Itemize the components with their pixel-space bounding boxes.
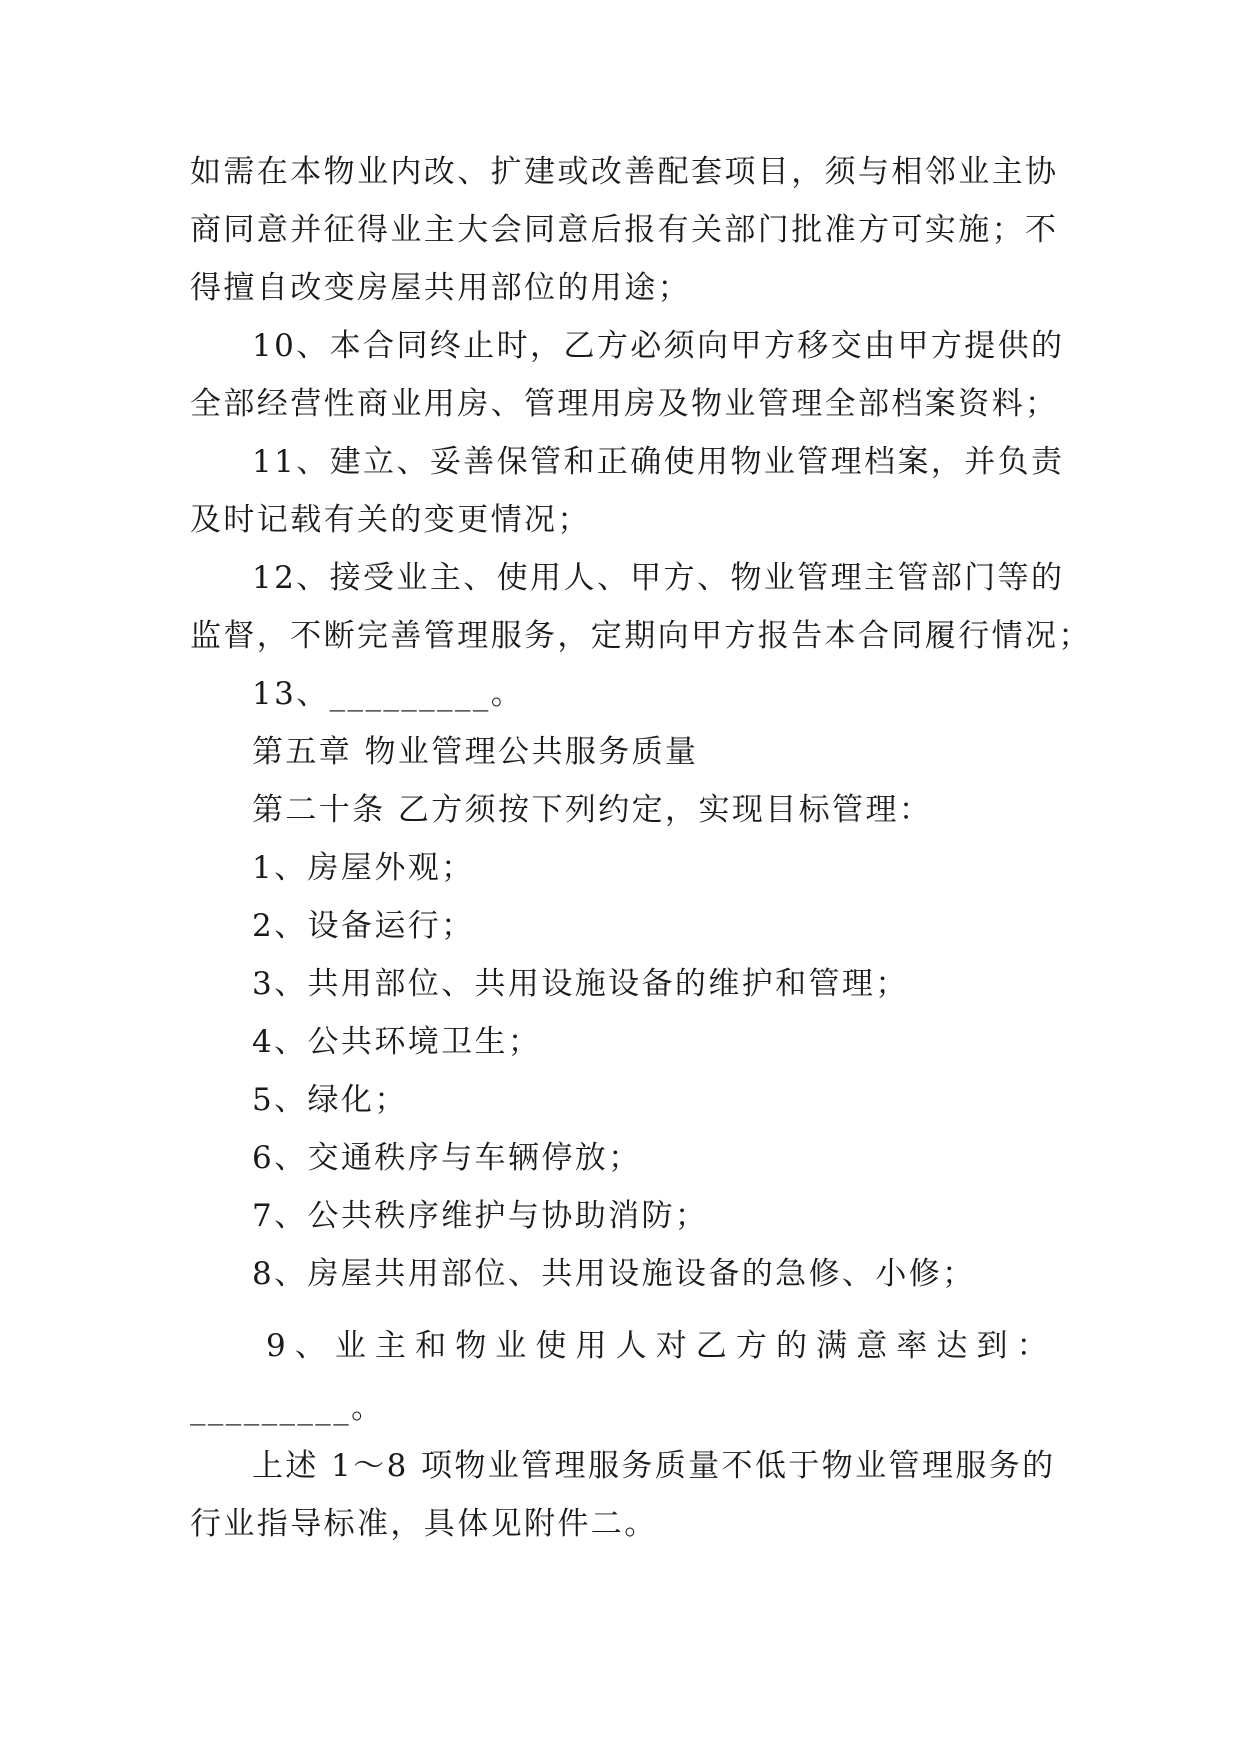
paragraph-line: 全部经营性商业用房、管理用房及物业管理全部档案资料； bbox=[190, 386, 1059, 422]
paragraph-line: 及时记载有关的变更情况； bbox=[190, 502, 591, 538]
paragraph-line: 上述 1～8 项物业管理服务质量不低于物业管理服务的 bbox=[252, 1448, 1056, 1484]
list-item: 9、业主和物业使用人对乙方的满意率达到： bbox=[266, 1328, 1050, 1364]
paragraph-line: 商同意并征得业主大会同意后报有关部门批准方可实施；不 bbox=[190, 212, 1059, 248]
list-item: 7、公共秩序维护与协助消防； bbox=[252, 1198, 709, 1234]
article-heading: 第二十条 乙方须按下列约定，实现目标管理： bbox=[252, 792, 933, 828]
list-item: 2、设备运行； bbox=[252, 908, 475, 944]
list-item: 1、房屋外观； bbox=[252, 850, 475, 886]
list-item-13: 13、_________。 bbox=[252, 676, 525, 712]
list-item-10: 10、本合同终止时，乙方必须向甲方移交由甲方提供的 bbox=[252, 328, 1065, 364]
blank-fill-line: _________。 bbox=[190, 1390, 385, 1426]
paragraph-line: 监督，不断完善管理服务，定期向甲方报告本合同履行情况； bbox=[190, 618, 1092, 654]
list-item-11: 11、建立、妥善保管和正确使用物业管理档案，并负责 bbox=[252, 444, 1065, 480]
paragraph-line: 如需在本物业内改、扩建或改善配套项目，须与相邻业主协 bbox=[190, 154, 1059, 190]
list-item: 5、绿化； bbox=[252, 1082, 408, 1118]
list-item: 4、公共环境卫生； bbox=[252, 1024, 542, 1060]
paragraph-line: 得擅自改变房屋共用部位的用途； bbox=[190, 270, 691, 306]
paragraph-line: 行业指导标准，具体见附件二。 bbox=[190, 1506, 658, 1542]
list-item: 3、共用部位、共用设施设备的维护和管理； bbox=[252, 966, 909, 1002]
chapter-heading: 第五章 物业管理公共服务质量 bbox=[252, 734, 699, 770]
list-item-12: 12、接受业主、使用人、甲方、物业管理主管部门等的 bbox=[252, 560, 1065, 596]
list-item: 8、房屋共用部位、共用设施设备的急修、小修； bbox=[252, 1256, 976, 1292]
list-item: 6、交通秩序与车辆停放； bbox=[252, 1140, 642, 1176]
